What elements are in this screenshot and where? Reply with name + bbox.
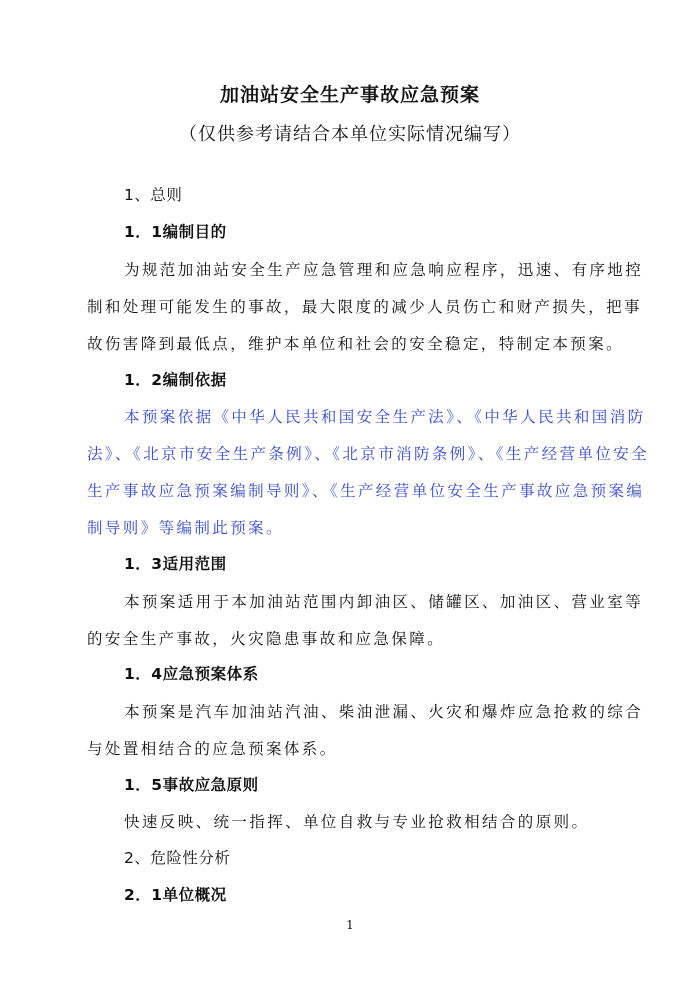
paragraph-line: 本预案适用于本加油站范围内卸油区、储罐区、加油区、营业室等 [124,593,644,611]
document-subtitle: （仅供参考请结合本单位实际情况编写） [179,124,521,145]
section-heading-system: 1．4应急预案体系 [124,665,259,683]
section-heading-overview: 2．1单位概况 [124,886,227,904]
paragraph-line: 为规范加油站安全生产应急管理和应急响应程序，迅速、有序地控 [124,261,644,279]
section-heading-scope: 1．3适用范围 [124,555,227,573]
paragraph-line: 本预案是汽车加油站汽油、柴油泄漏、火灾和爆炸应急抢救的综合 [124,703,644,721]
paragraph-line: 故伤害降到最低点，维护本单位和社会的安全稳定，特制定本预案。 [87,335,625,353]
section-heading-general: 1、总则 [124,186,183,204]
section-heading-purpose: 1．1编制目的 [124,223,227,241]
paragraph-line: 快速反映、统一指挥、单位自救与专业抢救相结合的原则。 [124,813,590,831]
page-number: 1 [346,918,354,932]
section-heading-risk: 2、危险性分析 [124,849,231,867]
document-title: 加油站安全生产事故应急预案 [219,84,480,106]
paragraph-line: 制导则》等编制此预案。 [87,519,284,537]
paragraph-line: 与处置相结合的应急预案体系。 [87,740,338,758]
paragraph-line: 制和处理可能发生的事故，最大限度的减少人员伤亡和财产损失，把事 [87,298,642,316]
section-heading-basis: 1．2编制依据 [124,371,227,389]
section-heading-principles: 1．5事故应急原则 [124,776,259,794]
paragraph-line: 的安全生产事故，火灾隐患事故和应急保障。 [87,630,446,648]
paragraph-line: 生产事故应急预案编制导则》、《生产经营单位安全生产事故应急预案编 [87,482,645,500]
paragraph-line: 本预案依据《中华人民共和国安全生产法》、《中华人民共和国消防 [124,408,646,426]
paragraph-line: 法》、《北京市安全生产条例》、《北京市消防条例》、《生产经营单位安全 [87,445,650,463]
